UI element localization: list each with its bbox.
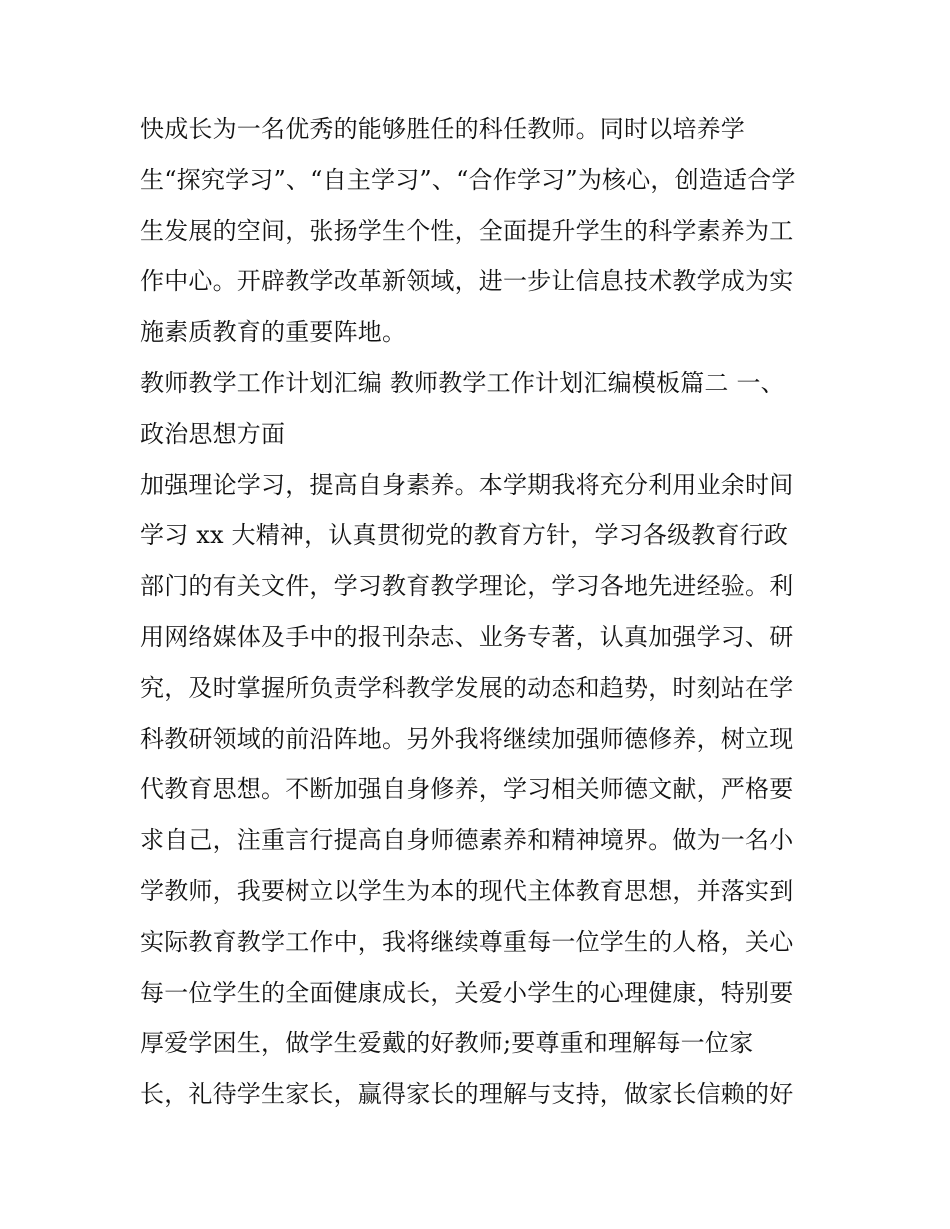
text-line: 科教研领域的前沿阵地。另外我将继续加强师德修养，树立现 (140, 724, 794, 753)
text-line: 代教育思想。不断加强自身修养，学习相关师德文献，严格要 (140, 775, 794, 804)
text-line: 每一位学生的全面健康成长，关爱小学生的心理健康，特别要 (140, 978, 794, 1007)
text-line: 快成长为一名优秀的能够胜任的科任教师。同时以培养学 (140, 115, 745, 143)
text-line: 部门的有关文件，学习教育教学理论，学习各地先进经验。利 (140, 572, 794, 601)
text-line: 求自己，注重言行提高自身师德素养和精神境界。做为一名小 (140, 826, 794, 855)
text-line: 实际教育教学工作中，我将继续尊重每一位学生的人格，关心 (140, 927, 794, 956)
text-line: 生“探究学习”、“自主学习”、“合作学习”为核心，创造适合学 (140, 165, 796, 194)
section-heading-line: 政治思想方面 (140, 419, 286, 448)
text-line: 施素质教育的重要阵地。 (140, 318, 407, 347)
text-line: 作中心。开辟教学改革新领域，进一步让信息技术教学成为实 (140, 267, 794, 296)
text-line: 学教师，我要树立以学生为本的现代主体教育思想，并落实到 (140, 876, 794, 905)
text-line: 用网络媒体及手中的报刊杂志、业务专著，认真加强学习、研 (140, 622, 794, 651)
text-line: 究，及时掌握所负责学科教学发展的动态和趋势，时刻站在学 (140, 673, 794, 702)
text-line: 加强理论学习，提高自身素养。本学期我将充分利用业余时间 (140, 470, 794, 499)
text-line: 长，礼待学生家长，赢得家长的理解与支持，做家长信赖的好 (140, 1080, 794, 1109)
text-line: 学习 xx 大精神，认真贯彻党的教育方针，学习各级教育行政 (140, 521, 789, 550)
document-body (140, 104, 830, 1120)
section-heading-line: 教师教学工作计划汇编 教师教学工作计划汇编模板篇二 一、 (140, 368, 785, 397)
text-line: 厚爱学困生，做学生爱戴的好教师;要尊重和理解每一位家 (140, 1029, 754, 1058)
text-line: 生发展的空间，张扬学生个性，全面提升学生的科学素养为工 (140, 216, 794, 245)
